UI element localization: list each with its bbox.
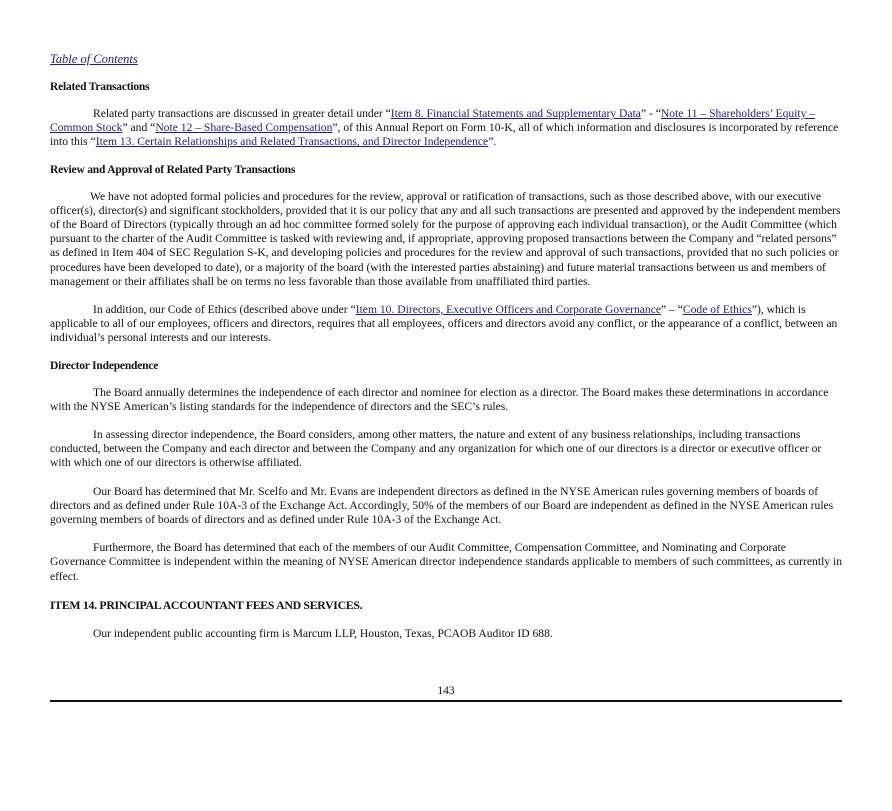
item8-link[interactable]: Item 8. Financial Statements and Supplementary Data	[390, 107, 641, 120]
accounting-firm-paragraph: Our independent public accounting firm is Marcum LLP, Houston, Texas, PCAOB Auditor ID 688.	[93, 626, 553, 640]
independence-paragraph-3: Our Board has determined that Mr. Scelfo and Mr. Evans are independent directors as defined in the NYSE American rules governing members of boards of directors and as defined under Rule 10A-3 of the Exchange Act. Accordingly, 50% of the members of our Board are independent as defined in the NYSE American rules governing members of boards of directors and as defined under Rule 10A-3 of the Exchange Act.	[50, 484, 834, 527]
table-of-contents-link[interactable]: Table of Contents	[50, 52, 138, 66]
review-approval-heading: Review and Approval of Related Party Transactions	[50, 163, 296, 176]
item10-link[interactable]: Item 10. Directors, Executive Officers and Corporate Governance	[355, 303, 662, 317]
review-approval-paragraph: We have not adopted formal policies and procedures for the review, approval or ratification of transactions, such as those described above, with our executive officer(s), director(s) and significant stockholders, provided that it is our policy that any and all such transactions are presented and approved by the independent members of the Board of Directors (typically through an ad hoc committee formed solely for the purpose of approving each individual transaction), or the Audit Committee (which pursuant to the charter of the Audit Committee is tasked with reviewing and, if appropriate, approving proposed transactions between the Company and “related persons” as defined in Item 404 of SEC Regulation S-K, and developing policies and procedures for the review and approval of such transactions, provided that no such policies or procedures have been developed to date), or a majority of the board (with the interested parties abstaining) and future material transactions between us and members of management or their affiliates shall be on terms no less favorable than those available from unaffiliated third parties.	[50, 189, 841, 288]
code-of-ethics-paragraph: In addition, our Code of Ethics (described above under “Item 10. Directors, Executive Officers and Corporate Governance” – “Code of Ethics”), which is applicable to all of our employees, officers and directors, requires that all employees, officers and directors avoid any conflict, or the appearance of a conflict, between an individual’s personal interests and our interests.	[50, 303, 838, 345]
related-transactions-paragraph: Related party transactions are discussed in greater detail under “Item 8. Financial Statements and Supplementary Data” - “Note 11 – Shareholders’ Equity – Common Stock” and “Note 12 – Share-Based Compensation”, of this Annual Report on Form 10-K, all of which information and disclosures is incorporated by reference into this “Item 13. Certain Relationships and Related Transactions, and Director Independence”.	[50, 107, 839, 149]
item13-link[interactable]: Item 13. Certain Relationships and Related Transactions, and Director Independence	[95, 135, 489, 149]
document-page	[50, 52, 842, 697]
item14-heading: ITEM 14. PRINCIPAL ACCOUNTANT FEES AND SERVICES.	[50, 597, 363, 612]
independence-paragraph-4: Furthermore, the Board has determined that each of the members of our Audit Committee, Compensation Committee, and Nominating and Corporate Governance Committee is independent within the meaning of NYSE American director independence standards applicable to members of such committees, as currently in effect.	[50, 541, 842, 583]
note11-link[interactable]: Note 11 – Shareholders’ Equity – Common Stock	[50, 107, 816, 135]
independence-paragraph-2: In assessing director independence, the Board considers, among other matters, the nature and extent of any business relationships, including transactions conducted, between the Company and each director and between the Company and any organization for which one of our directors is a director or executive officer or with which one of our directors is otherwise affiliated.	[50, 428, 822, 470]
code-of-ethics-link[interactable]: Code of Ethics	[682, 303, 752, 317]
page-number: 143	[437, 685, 455, 697]
footer-rule	[50, 700, 842, 702]
note12-link[interactable]: Note 12 – Share-Based Compensation	[155, 121, 333, 135]
independence-paragraph-1: The Board annually determines the independence of each director and nominee for election as a director. The Board makes these determinations in accordance with the NYSE American’s listing standards for the independence of directors and the SEC’s rules.	[50, 385, 829, 413]
director-independence-heading: Director Independence	[50, 359, 159, 372]
related-transactions-heading: Related Transactions	[50, 81, 150, 93]
